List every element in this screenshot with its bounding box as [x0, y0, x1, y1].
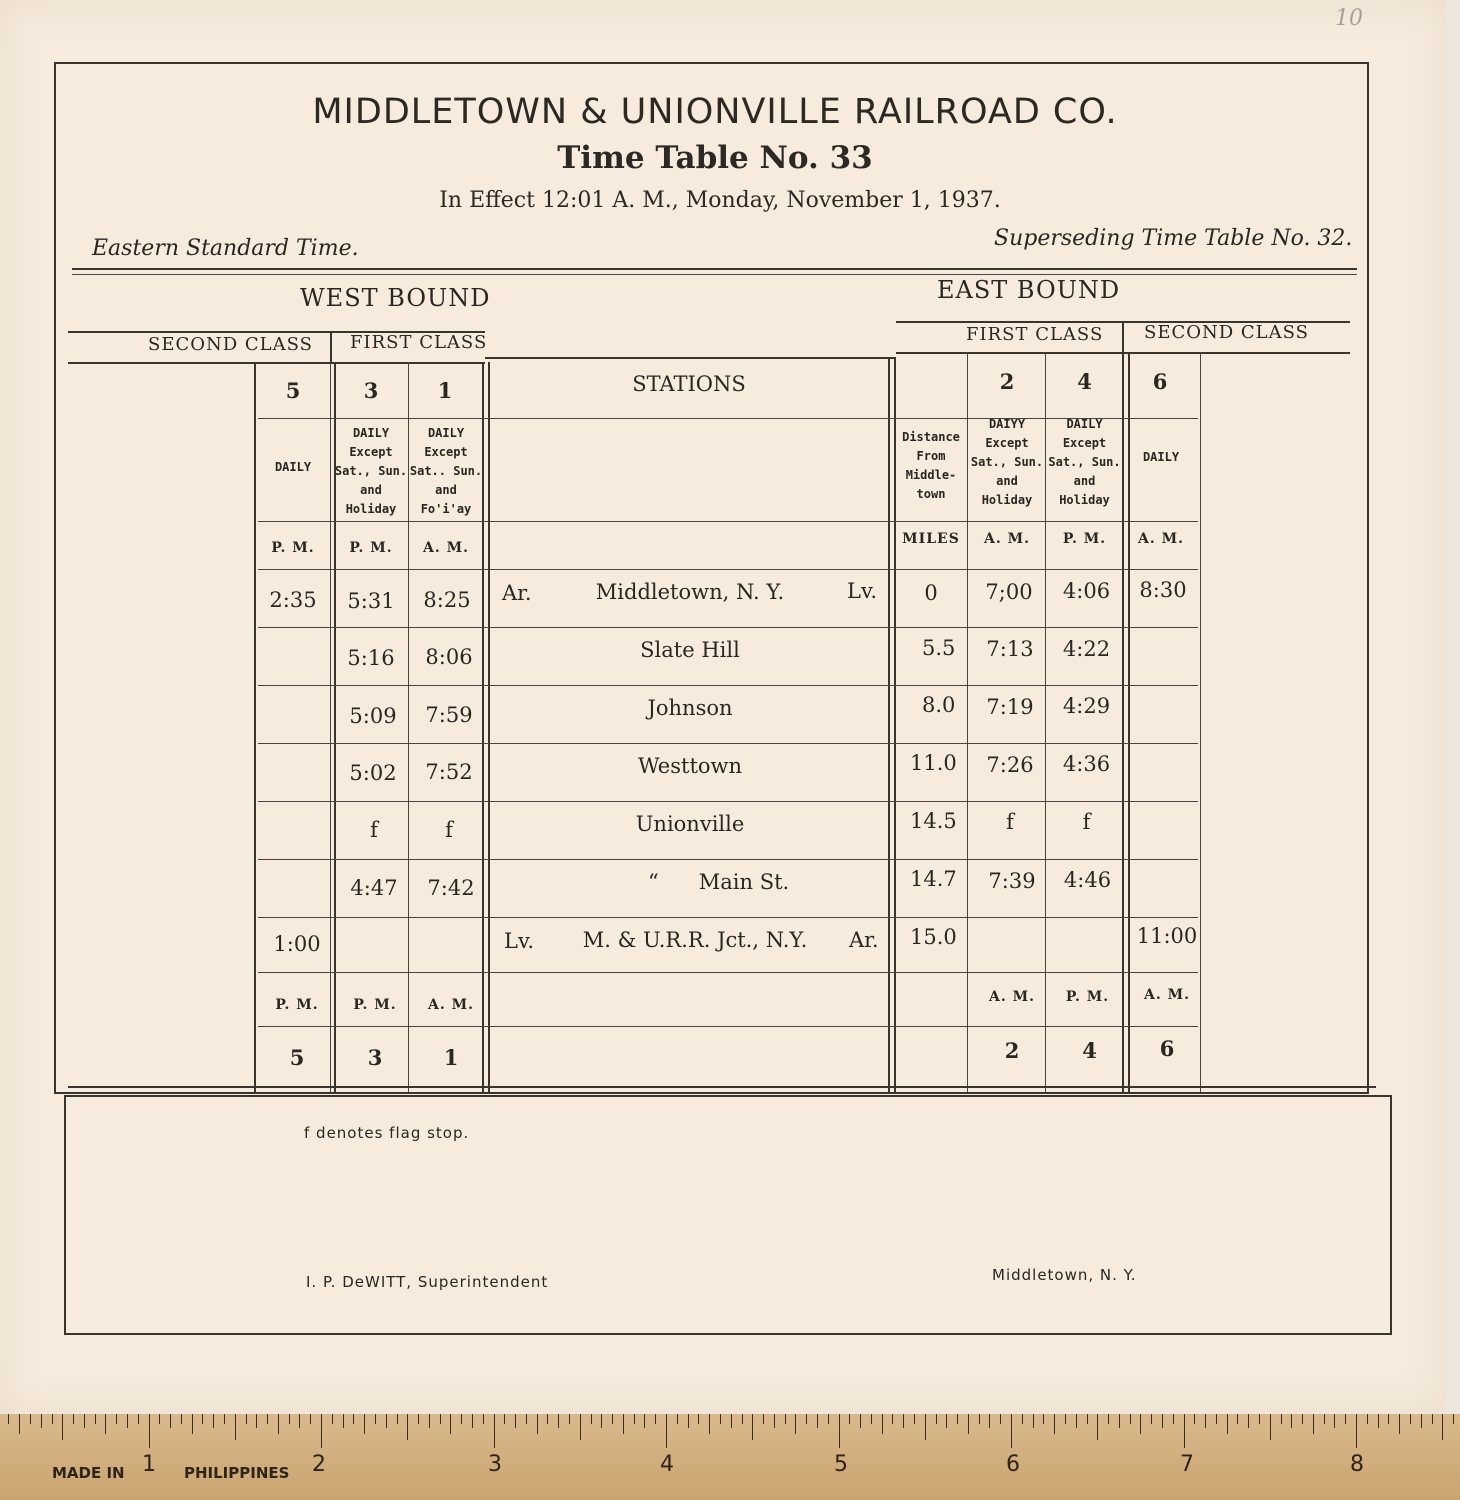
ruler-tick	[806, 1414, 807, 1424]
station-ar-lv: Lv.	[504, 929, 534, 953]
train-time: f	[1082, 810, 1091, 834]
train-time: 5:16	[347, 646, 395, 670]
ruler-tick	[1302, 1414, 1303, 1424]
ruler-tick	[407, 1414, 408, 1440]
station-name: M. & U.R.R. Jct., N.Y.	[582, 928, 808, 952]
ruler-tick	[623, 1414, 624, 1434]
ruler-tick	[1410, 1414, 1411, 1424]
ruler-tick	[1313, 1414, 1314, 1434]
station-name: Unionville	[635, 812, 745, 836]
ruler-tick	[1076, 1414, 1077, 1428]
train-time: 4:22	[1062, 637, 1111, 661]
ruler-number: 5	[834, 1452, 848, 1477]
ruler-tick	[418, 1414, 419, 1424]
ruler-tick	[1184, 1414, 1185, 1448]
ruler-tick	[73, 1414, 74, 1424]
ruler-tick	[1248, 1414, 1249, 1428]
col-line	[1200, 352, 1201, 1092]
train-time: 7:13	[986, 637, 1034, 661]
ruler-tick	[1065, 1414, 1066, 1424]
col-line	[330, 362, 331, 1092]
effective-date: In Effect 12:01 A. M., Monday, November 1, 1937.	[439, 188, 1001, 213]
ruler-tick	[1388, 1414, 1389, 1424]
ruler-tick	[720, 1414, 721, 1424]
ruler-tick	[882, 1414, 883, 1434]
ruler-tick	[731, 1414, 732, 1428]
ruler-tick	[1194, 1414, 1195, 1424]
ruler-made-in: MADE IN	[52, 1464, 125, 1482]
ruler-tick	[914, 1414, 915, 1424]
ruler-tick	[1291, 1414, 1292, 1428]
ruler-tick	[817, 1414, 818, 1428]
time-zone-note: Eastern Standard Time.	[92, 236, 359, 261]
train-number-2: 2	[999, 369, 1015, 394]
ruler-tick	[62, 1414, 63, 1440]
ruler-tick	[785, 1414, 786, 1424]
ruler-tick	[515, 1414, 516, 1428]
ruler-tick	[159, 1414, 160, 1424]
train-ampm-top: A. M.	[1138, 531, 1184, 547]
train-number-bottom: 5	[289, 1045, 305, 1070]
train-time: 1:00	[273, 932, 321, 956]
ruler-number: 6	[1006, 1452, 1020, 1477]
ruler-tick	[1334, 1414, 1335, 1428]
ruler-tick	[677, 1414, 678, 1424]
table-bottom-rule	[68, 1086, 1376, 1088]
train-ampm-top: P. M.	[271, 540, 315, 556]
ruler-tick	[1432, 1414, 1433, 1424]
ruler-tick	[968, 1414, 969, 1434]
ruler-tick	[343, 1414, 344, 1428]
train-time: 4:47	[350, 876, 398, 900]
ruler-tick	[202, 1414, 203, 1424]
ruler-tick	[494, 1414, 495, 1448]
ruler-tick	[936, 1414, 937, 1424]
train-time: 11:00	[1136, 924, 1198, 948]
train-number-bottom: 3	[367, 1045, 383, 1070]
station-ar-lv: Ar.	[502, 581, 532, 605]
train-days: DAILY	[274, 460, 312, 474]
ruler-tick	[839, 1414, 840, 1448]
train-time: 4:36	[1062, 752, 1111, 776]
ruler-tick	[1378, 1414, 1379, 1428]
ruler-tick	[472, 1414, 473, 1428]
ruler-tick	[1399, 1414, 1400, 1434]
train-days: DAIYY Except Sat., Sun. and Holiday	[970, 417, 1044, 507]
ruler-tick	[105, 1414, 106, 1434]
train-ampm-top: A. M.	[984, 531, 1030, 547]
ruler-tick	[698, 1414, 699, 1424]
train-number-bottom: 4	[1082, 1038, 1097, 1063]
ruler-tick	[256, 1414, 257, 1428]
ruler-tick	[1108, 1414, 1109, 1424]
distance-header: Distance From Middle- town	[902, 430, 960, 501]
row-rule	[258, 569, 1198, 570]
ruler-philippines: PHILIPPINES	[184, 1464, 290, 1482]
ruler-tick	[1237, 1414, 1238, 1424]
ruler-tick	[1033, 1414, 1034, 1428]
ruler-tick	[321, 1414, 322, 1448]
train-number-3: 3	[363, 378, 379, 403]
ruler-tick	[558, 1414, 559, 1428]
ruler-tick	[397, 1414, 398, 1424]
train-ampm-bottom: A. M.	[1144, 987, 1190, 1003]
ruler-tick	[213, 1414, 214, 1428]
train-number-4: 4	[1077, 369, 1092, 394]
train-time: 4:06	[1062, 579, 1111, 603]
train-ampm-bottom: P. M.	[353, 997, 397, 1013]
ruler-tick	[1259, 1414, 1260, 1424]
train-time: 7:59	[425, 703, 473, 727]
ruler-tick	[1000, 1414, 1001, 1424]
ruler-tick	[504, 1414, 505, 1424]
west-first-class: FIRST CLASS	[350, 332, 488, 353]
ruler-tick	[235, 1414, 236, 1440]
station-miles: 14.5	[910, 809, 957, 833]
ruler-tick	[526, 1414, 527, 1424]
ruler-tick	[299, 1414, 300, 1428]
row-rule	[258, 521, 1198, 522]
ruler-tick	[41, 1414, 42, 1428]
ruler-tick	[84, 1414, 85, 1428]
ruler-tick	[267, 1414, 268, 1424]
ruler-tick	[1140, 1414, 1141, 1434]
ruler-tick	[957, 1414, 958, 1424]
company-name: MIDDLETOWN & UNIONVILLE RAILROAD CO.	[312, 92, 1118, 132]
west-bound-label: WEST BOUND	[300, 284, 491, 312]
ruler-tick	[461, 1414, 462, 1424]
ruler-tick	[116, 1414, 117, 1424]
flag-stop-note: f denotes flag stop.	[304, 1124, 470, 1142]
ruler-tick	[903, 1414, 904, 1428]
row-rule	[258, 743, 1198, 744]
ruler-tick	[1043, 1414, 1044, 1424]
header-rule	[72, 268, 1357, 270]
ruler-tick	[1270, 1414, 1271, 1440]
ruler-tick	[181, 1414, 182, 1424]
ruler-tick	[1011, 1414, 1012, 1448]
train-time: 4:46	[1063, 868, 1112, 892]
row-rule	[258, 859, 1198, 860]
train-number-6: 6	[1152, 369, 1168, 394]
ruler-tick	[591, 1414, 592, 1424]
row-rule	[258, 1026, 1198, 1027]
station-name: Middletown, N. Y.	[595, 580, 785, 604]
station-miles: 8.0	[922, 693, 956, 717]
ruler-tick	[946, 1414, 947, 1428]
ruler-tick	[828, 1414, 829, 1424]
ruler-number: 8	[1350, 1452, 1364, 1477]
ruler-tick	[1054, 1414, 1055, 1434]
ruler-tick	[375, 1414, 376, 1424]
col-line	[888, 357, 890, 1092]
train-time: 7;00	[985, 580, 1033, 604]
ruler-tick	[1442, 1414, 1443, 1440]
ruler-tick	[763, 1414, 764, 1424]
miles-header: MILES	[902, 531, 960, 547]
ruler-tick	[386, 1414, 387, 1428]
ruler-tick	[634, 1414, 635, 1424]
row-rule	[258, 685, 1198, 686]
ruler-tick	[709, 1414, 710, 1434]
row-rule	[258, 972, 1198, 973]
train-ampm-bottom: A. M.	[428, 997, 474, 1013]
col-line	[488, 362, 490, 1092]
ruler-tick	[1022, 1414, 1023, 1424]
ruler-tick	[612, 1414, 613, 1424]
superintendent-signature: I. P. DeWITT, Superintendent	[306, 1273, 549, 1291]
ruler-tick	[246, 1414, 247, 1424]
ruler-tick	[860, 1414, 861, 1428]
train-number-bottom: 1	[443, 1045, 459, 1070]
ruler-tick	[8, 1414, 9, 1424]
station-miles: 0	[924, 581, 938, 605]
train-ampm-top: P. M.	[1062, 531, 1107, 547]
ruler-tick	[224, 1414, 225, 1424]
ruler-number: 2	[312, 1452, 326, 1477]
ruler-tick	[655, 1414, 656, 1424]
east-second-class: SECOND CLASS	[1144, 322, 1309, 343]
ruler-tick	[138, 1414, 139, 1424]
ruler-tick	[440, 1414, 441, 1424]
ruler-tick	[278, 1414, 279, 1434]
stations-header: STATIONS	[632, 372, 746, 396]
station-miles: 14.7	[910, 867, 957, 891]
ruler-tick	[1119, 1414, 1120, 1428]
train-time: 4:29	[1062, 694, 1111, 718]
train-time: f	[445, 818, 453, 842]
train-time: 8:30	[1139, 578, 1187, 602]
middle-rule	[485, 357, 896, 359]
ruler-tick	[429, 1414, 430, 1428]
train-time: 5:09	[349, 704, 397, 728]
ruler-tick	[127, 1414, 128, 1428]
row-rule	[258, 627, 1198, 628]
west-class-divider	[330, 331, 332, 362]
train-ampm-bottom: P. M.	[1065, 989, 1110, 1005]
ruler-tick	[1162, 1414, 1163, 1428]
ruler-tick	[601, 1414, 602, 1428]
ruler-tick	[688, 1414, 689, 1428]
ruler-tick	[1151, 1414, 1152, 1424]
ruler-tick	[19, 1414, 20, 1434]
issue-location: Middletown, N. Y.	[992, 1266, 1137, 1284]
ruler-number: 7	[1180, 1452, 1194, 1477]
ruler-tick	[849, 1414, 850, 1424]
ruler-tick	[30, 1414, 31, 1424]
train-ampm-bottom: A. M.	[989, 989, 1035, 1005]
train-ampm-top: A. M.	[423, 540, 469, 556]
ruler-tick	[537, 1414, 538, 1434]
train-time: 7:19	[986, 695, 1034, 719]
ruler-tick	[1421, 1414, 1422, 1428]
ruler-tick	[1173, 1414, 1174, 1424]
station-name: Johnson	[647, 696, 733, 720]
station-name: Westtown	[637, 754, 743, 778]
train-time: 8:06	[425, 645, 473, 669]
ruler-tick	[666, 1414, 667, 1448]
train-time: f	[1006, 810, 1014, 834]
train-number-bottom: 2	[1004, 1038, 1020, 1063]
train-ampm-top: P. M.	[349, 540, 393, 556]
ruler-tick	[989, 1414, 990, 1428]
train-number-5: 5	[285, 378, 301, 403]
ruler-number: 4	[660, 1452, 674, 1477]
ruler-tick	[1453, 1414, 1454, 1424]
ruler-tick	[289, 1414, 290, 1424]
ruler-number: 3	[488, 1452, 502, 1477]
measuring-ruler	[0, 1414, 1460, 1500]
train-time: 8:25	[423, 588, 471, 612]
east-first-class: FIRST CLASS	[966, 324, 1104, 345]
ruler-tick	[547, 1414, 548, 1424]
train-time: 2:35	[269, 588, 317, 612]
col-line	[967, 352, 968, 1092]
station-miles: 15.0	[910, 925, 957, 949]
train-days: DAILY Except Sat.. Sun. and Fo'i'ay	[409, 426, 483, 516]
east-bound-label: EAST BOUND	[937, 276, 1121, 304]
ruler-tick	[1281, 1414, 1282, 1424]
footer-box	[64, 1095, 1392, 1335]
ruler-tick	[1227, 1414, 1228, 1434]
train-time: 7:52	[425, 760, 473, 784]
col-line	[1045, 352, 1046, 1092]
ruler-tick	[450, 1414, 451, 1434]
ruler-tick	[580, 1414, 581, 1440]
ruler-tick	[52, 1414, 53, 1424]
train-time: 7:39	[988, 869, 1036, 893]
station-ar-lv: Lv.	[847, 579, 877, 603]
ruler-tick	[871, 1414, 872, 1424]
ruler-tick	[332, 1414, 333, 1424]
train-time: 5:31	[347, 589, 395, 613]
ruler-tick	[979, 1414, 980, 1424]
ruler-tick	[1367, 1414, 1368, 1424]
superseding-note: Superseding Time Table No. 32.	[994, 226, 1353, 251]
ruler-number: 1	[142, 1452, 156, 1477]
ruler-tick	[774, 1414, 775, 1428]
ruler-tick	[1356, 1414, 1357, 1448]
ruler-tick	[925, 1414, 926, 1440]
ruler-tick	[192, 1414, 193, 1434]
ruler-tick	[483, 1414, 484, 1424]
ruler-tick	[795, 1414, 796, 1434]
ruler-tick	[1205, 1414, 1206, 1428]
ruler-tick	[1097, 1414, 1098, 1440]
page-title: Time Table No. 33	[557, 140, 873, 176]
train-days: DAILY	[1142, 450, 1180, 464]
train-time: f	[370, 818, 378, 842]
west-second-class: SECOND CLASS	[148, 334, 313, 355]
ruler-tick	[892, 1414, 893, 1424]
station-miles: 11.0	[910, 751, 957, 775]
ruler-tick	[644, 1414, 645, 1428]
train-time: 7:42	[427, 876, 475, 900]
east-class-divider	[1122, 321, 1124, 352]
train-time: 7:26	[986, 753, 1034, 777]
ruler-tick	[569, 1414, 570, 1424]
ruler-tick	[1345, 1414, 1346, 1424]
ruler-tick	[95, 1414, 96, 1424]
ruler-tick	[742, 1414, 743, 1424]
pencil-mark: 10	[1335, 6, 1363, 31]
ruler-tick	[752, 1414, 753, 1440]
ruler-tick	[364, 1414, 365, 1434]
ruler-tick	[353, 1414, 354, 1424]
ruler-tick	[1324, 1414, 1325, 1424]
ruler-tick	[1130, 1414, 1131, 1424]
train-number-1: 1	[437, 378, 453, 403]
train-days: DAILY Except Sat., Sun. and Holiday	[334, 426, 408, 516]
row-rule	[258, 801, 1198, 802]
ruler-tick	[310, 1414, 311, 1424]
train-time: 5:02	[349, 761, 397, 785]
west-class-rule-bottom	[68, 362, 485, 364]
ruler-tick	[149, 1414, 150, 1448]
train-ampm-bottom: P. M.	[275, 997, 319, 1013]
ruler-tick	[1216, 1414, 1217, 1424]
train-number-bottom: 6	[1159, 1036, 1175, 1061]
station-name: “ Main St.	[648, 870, 790, 894]
ruler-tick	[1087, 1414, 1088, 1424]
row-rule	[258, 917, 1198, 918]
ruler-tick	[170, 1414, 171, 1428]
station-name: Slate Hill	[640, 638, 740, 662]
station-ar-lv: Ar.	[849, 928, 879, 952]
train-days: DAILY Except Sat., Sun. and Holiday	[1048, 417, 1121, 507]
header-rule-thin	[72, 274, 1357, 275]
station-miles: 5.5	[922, 636, 956, 660]
